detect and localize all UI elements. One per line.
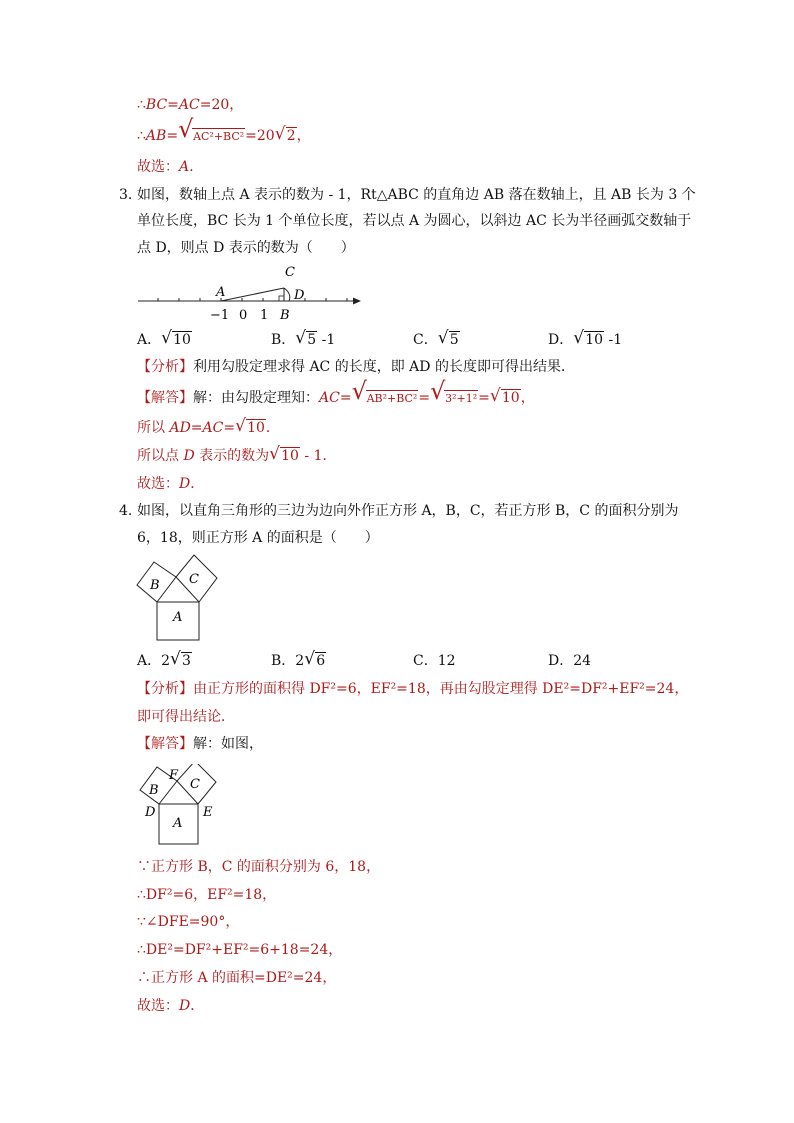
q3-answer: 故选：D． [137,476,205,492]
q4-choice-c[interactable]: C．12 [413,653,456,669]
prev-line-2: ∴AB= √ AC²+BC²=20 √ 2， [137,115,311,144]
q4-choice-a[interactable]: A．2 √ 3 [137,649,191,669]
q4-choice-d[interactable]: D．24 [548,653,592,669]
q3-number-line-figure [130,258,370,324]
q4-text-line-2: 6，18，则正方形 A 的面积是（ ） [137,530,379,546]
q4-step-3: ∵∠DFE=90°， [137,914,240,930]
sol-point-d-label: D [145,805,156,820]
square-c-label: C [189,572,199,587]
q4-solution: 【解答】解：如图， [137,736,263,752]
q4-text-line-1: 如图，以直角三角形的三边为边向外作正方形 A，B，C，若正方形 B，C 的面积分别为 [137,503,679,519]
prev-line-1: ∴BC=AC=20， [137,97,244,113]
sol-square-c-label: C [190,777,200,792]
q3-choice-d[interactable]: D． √ 10 -1 [548,328,623,348]
sol-square-b-label: B [149,783,159,798]
q4-squares-figure [133,554,223,644]
sol-point-e-label: E [203,805,213,820]
q3-so-line-1: 所以 AD=AC= √ 10． [137,416,280,436]
q4-analysis-line-2: 即可得出结论． [137,709,235,725]
q3-text-line-2: 单位长度，BC 长为 1 个单位长度，若以点 A 为圆心，以斜边 AC 长为半径画弧交数轴于 [137,213,692,229]
point-b-label: B [280,308,290,323]
q3-number: 3. [119,187,133,203]
q4-step-2: ∴DF²=6，EF²=18， [137,887,277,903]
q4-solution-figure [135,764,225,850]
q3-solution: 【解答】解：由勾股定理知：AC= √ AB²+BC²= √ 3²+1²= √ 10， [137,377,535,406]
q4-analysis-line-1: 【分析】由正方形的面积得 DF²=6，EF²=18，再由勾股定理得 DE²=DF²+EF²=24， [137,681,689,697]
tick-label-neg1: −1 [210,308,230,323]
q4-step-4: ∴DE²=DF²+EF²=6+18=24， [137,942,343,958]
q4-step-5: ∴正方形 A 的面积=DE²=24， [137,970,337,986]
q4-number: 4. [119,503,133,519]
q3-choice-c[interactable]: C． √ 5 [413,328,459,348]
point-d-label: D [294,288,305,303]
q4-step-1: ∵正方形 B，C 的面积分别为 6，18， [137,859,381,875]
prev-answer: 故选：A. [137,159,194,175]
q4-choice-b[interactable]: B．2 √ 6 [271,649,326,669]
q3-choice-b[interactable]: B． √ 5 -1 [271,328,336,348]
sol-square-a-label: A [173,816,183,831]
tick-label-1: 1 [260,308,269,323]
tick-label-0: 0 [239,308,248,323]
q3-text-line-3: 点 D，则点 D 表示的数为（ ） [137,240,355,256]
q3-so-line-2: 所以点 D 表示的数为 √ 10 - 1． [137,444,337,464]
q4-answer: 故选：D． [137,998,205,1014]
q3-text-line-1: 如图，数轴上点 A 表示的数为 - 1，Rt△ABC 的直角边 AB 落在数轴上，且 AB 长为 3 个 [137,187,696,203]
q3-analysis: 【分析】利用勾股定理求得 AC 的长度，即 AD 的长度即可得出结果． [137,359,575,375]
square-a-label: A [173,610,183,625]
point-c-label: C [285,265,295,280]
q3-choice-a[interactable]: A． √ 10 [137,328,191,348]
point-a-label: A [216,285,226,300]
sol-point-f-label: F [169,768,179,783]
square-b-label: B [150,578,160,593]
